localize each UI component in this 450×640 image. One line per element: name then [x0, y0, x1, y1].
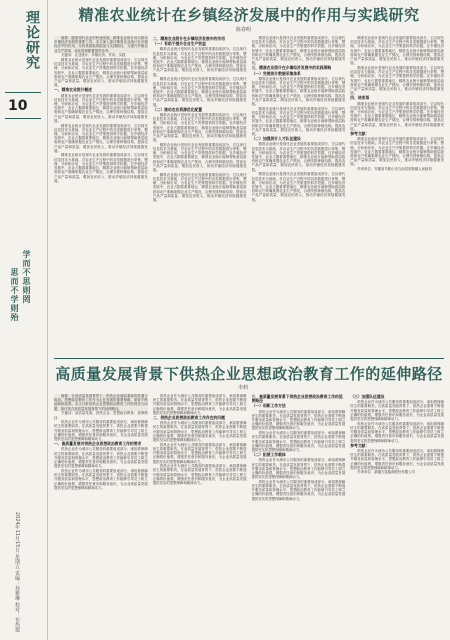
paragraph: 精准农业统计是现代农业发展的重要组成部分，它以现代信息技术为基础，对农业生产过程中的各类数据进行采集、整理、分析和应用，为农业生产决策提供科学依据。在乡镇经济发展中，农业占据着重要地位，精准农业统计能够帮助基层政府和农户准确掌握农业生产情况，合理安排种植结构，提高农产品产量和质量，增加农民收入，推动乡镇经济持续健康发展。: [350, 36, 444, 66]
sidebar: [0, 0, 48, 640]
paragraph: 精准农业统计是现代农业发展的重要组成部分，它以现代信息技术为基础，对农业生产过程中的各类数据进行采集、整理、分析和应用，为农业生产决策提供科学依据。在乡镇经济发展中，农业占据着重要地位，精准农业统计能够帮助基层政府和农户准确掌握农业生产情况，合理安排种植结构，提高农产品产量和质量，增加农民收入，推动乡镇经济持续健康发展。: [251, 76, 346, 107]
paragraph: 精准农业统计是现代农业发展的重要组成部分，它以现代信息技术为基础，对农业生产过程中的各类数据进行采集、整理、分析和应用，为农业生产决策提供科学依据。在乡镇经济发展中，农业占据着重要地位，精准农业统计能够帮助基层政府和农户准确掌握农业生产情况，合理安排种植结构，提高农产品产量和质量，增加农民收入，推动乡镇经济持续健康发展。: [54, 93, 148, 123]
paragraph: 精准农业统计是现代农业发展的重要组成部分，它以现代信息技术为基础，对农业生产过程中的各类数据进行采集、整理、分析和应用，为农业生产决策提供科学依据。在乡镇经济发展中，农业占据着重要地位，精准农业统计能够帮助基层政府和农户准确掌握农业生产情况，合理安排种植结构，提高农产品产量和质量，增加农民收入，推动乡镇经济持续健康发展。: [251, 172, 346, 202]
paragraph: 供热企业作为城市公共服务的重要组成部分，承担着保障民生的重要职责。在高质量发展背景下，供热企业需要不断提升服务质量和管理水平，思想政治教育工作能够引导员工树立正确的价值观，增强责任意识和服务意识，为企业高质量发展提供坚实的思想保障和精神动力。: [251, 431, 346, 452]
paragraph: 供热企业作为城市公共服务的重要组成部分，承担着保障民生的重要职责。在高质量发展背景下，供热企业需要不断提升服务质量和管理水平，思想政治教育工作能够引导员工树立正确的价值观，增强责任意识和服务意识，为企业高质量发展提供坚实的思想保障和精神动力。: [54, 447, 148, 469]
article1-col-3: [252, 36, 346, 356]
paragraph: 精准农业统计是现代农业发展的重要组成部分，它以现代信息技术为基础，对农业生产过程中的各类数据进行采集、整理、分析和应用，为农业生产决策提供科学依据。在乡镇经济发展中，农业占据着重要地位，精准农业统计能够帮助基层政府和农户准确掌握农业生产情况，合理安排种植结构，提高农产品产量和质量，增加农民收入，推动乡镇经济持续健康发展。: [251, 106, 346, 136]
article2-col-3: [252, 394, 346, 634]
subheading: （一）完善统计数据采集体系: [251, 70, 301, 76]
paragraph: 供热企业作为城市公共服务的重要组成部分，承担着保障民生的重要职责。在高质量发展背景下，供热企业需要不断提升服务质量和管理水平，思想政治教育工作能够引导员工树立正确的价值观，增强责任意识和服务意识，为企业高质量发展提供坚实的思想保障和精神动力。: [251, 479, 346, 501]
article2-col-2: [153, 394, 247, 634]
subheading: （二）推动农业资源优化配置: [152, 106, 203, 112]
heading: 二、供热企业思想政治教育工作存在的问题: [152, 415, 225, 421]
article2-author: 李莉: [238, 385, 249, 391]
paragraph: 供热企业作为城市公共服务的重要组成部分，承担着保障民生的重要职责。在高质量发展背景下，供热企业需要不断提升服务质量和管理水平，思想政治教育工作能够引导员工树立正确的价值观，增强责任意识和服务意识，为企业高质量发展提供坚实的思想保障和精神动力。: [350, 400, 444, 422]
paragraph: 精准农业统计是现代农业发展的重要组成部分，它以现代信息技术为基础，对农业生产过程中的各类数据进行采集、整理、分析和应用，为农业生产决策提供科学依据。在乡镇经济发展中，农业占据着重要地位，精准农业统计能够帮助基层政府和农户准确掌握农业生产情况，合理安排种植结构，提高农产品产量和质量，增加农民收入，推动乡镇经济持续健康发展。: [152, 112, 247, 143]
paragraph: 供热企业作为城市公共服务的重要组成部分，承担着保障民生的重要职责。在高质量发展背景下，供热企业需要不断提升服务质量和管理水平，思想政治教育工作能够引导员工树立正确的价值观，增强责任意识和服务意识，为企业高质量发展提供坚实的思想保障和精神动力。: [251, 409, 346, 431]
paragraph: 供热企业作为城市公共服务的重要组成部分，承担着保障民生的重要职责。在高质量发展背景下，供热企业需要不断提升服务质量和管理水平，思想政治教育工作能够引导员工树立正确的价值观，增强责任意识和服务意识，为企业高质量发展提供坚实的思想保障和精神动力。: [152, 421, 247, 443]
article1-author: 陈春明: [236, 27, 252, 33]
page-footer: 2024年11月15日 星期五 责编：孙雅琳 校对：布热提: [14, 511, 20, 632]
subheading: （三）加强队伍建设: [350, 394, 385, 399]
article2-abstract: 摘要：在高质量发展背景下，供热企业面临着新的机遇与挑战。思想政治教育工作作为企业发展的重要保障，需要不断创新和延伸。本文分析供热企业思想政治教育工作的现状与问题，探讨其在高质量发展背景下的延伸路径。: [54, 394, 148, 411]
paragraph: 供热企业作为城市公共服务的重要组成部分，承担着保障民生的重要职责。在高质量发展背景下，供热企业需要不断提升服务质量和管理水平，思想政治教育工作能够引导员工树立正确的价值观，增强责任意识和服务意识，为企业高质量发展提供坚实的思想保障和精神动力。: [350, 421, 444, 443]
paragraph: 精准农业统计是现代农业发展的重要组成部分，它以现代信息技术为基础，对农业生产过程中的各类数据进行采集、整理、分析和应用，为农业生产决策提供科学依据。在乡镇经济发展中，农业占据着重要地位，精准农业统计能够帮助基层政府和农户准确掌握农业生产情况，合理安排种植结构，提高农产品产量和质量，增加农民收入，推动乡镇经济持续健康发展。: [54, 123, 148, 153]
page-number: 10: [8, 98, 28, 114]
article1-title: 精准农业统计在乡镇经济发展中的作用与实践研究: [78, 6, 420, 24]
heading: 四、结束语: [350, 95, 370, 101]
subheading: （一）创新工作方法: [251, 403, 286, 409]
article1-col-1: [54, 36, 148, 356]
article2-keywords: 关键词：高质量发展；供热企业；思想政治教育；延伸路径: [54, 411, 148, 420]
paragraph: 精准农业统计是现代农业发展的重要组成部分，它以现代信息技术为基础，对农业生产过程中的各类数据进行采集、整理、分析和应用，为农业生产决策提供科学依据。在乡镇经济发展中，农业占据着重要地位，精准农业统计能够帮助基层政府和农户准确掌握农业生产情况，合理安排种植结构，提高农产品产量和质量，增加农民收入，推动乡镇经济持续健康发展。: [350, 101, 444, 131]
article1-col-4: [350, 36, 444, 356]
paragraph: 精准农业统计是现代农业发展的重要组成部分，它以现代信息技术为基础，对农业生产过程中的各类数据进行采集、整理、分析和应用，为农业生产决策提供科学依据。在乡镇经济发展中，农业占据着重要地位，精准农业统计能够帮助基层政府和农户准确掌握农业生产情况，合理安排种植结构，提高农产品产量和质量，增加农民收入，推动乡镇经济持续健康发展。: [251, 142, 346, 172]
article2-body: [54, 394, 444, 634]
paragraph: 精准农业统计是现代农业发展的重要组成部分，它以现代信息技术为基础，对农业生产过程中的各类数据进行采集、整理、分析和应用，为农业生产决策提供科学依据。在乡镇经济发展中，农业占据着重要地位，精准农业统计能够帮助基层政府和农户准确掌握农业生产情况，合理安排种植结构，提高农产品产量和质量，增加农民收入，推动乡镇经济持续健康发展。: [152, 142, 247, 173]
article2-col-1: [54, 394, 148, 634]
references-heading: 参考文献：: [350, 442, 370, 448]
article1-body: [54, 36, 444, 356]
subheading: （一）有助于提升农业生产效益: [152, 41, 206, 47]
paragraph: 精准农业统计是现代农业发展的重要组成部分，它以现代信息技术为基础，对农业生产过程中的各类数据进行采集、整理、分析和应用，为农业生产决策提供科学依据。在乡镇经济发展中，农业占据着重要地位，精准农业统计能够帮助基层政府和农户准确掌握农业生产情况，合理安排种植结构，提高农产品产量和质量，增加农民收入，推动乡镇经济持续健康发展。: [152, 77, 247, 107]
paragraph: 供热企业作为城市公共服务的重要组成部分，承担着保障民生的重要职责。在高质量发展背景下，供热企业需要不断提升服务质量和管理水平，思想政治教育工作能够引导员工树立正确的价值观，增强责任意识和服务意识，为企业高质量发展提供坚实的思想保障和精神动力。: [152, 442, 247, 464]
heading: 一、高质量发展对供热企业思想政治教育工作的要求: [54, 441, 142, 447]
article1-keywords: 关键词：农业统计；乡镇经济；作用；实践: [61, 53, 126, 58]
divider: [5, 118, 41, 119]
heading: 一、精准农业统计概述: [54, 87, 92, 93]
heading: 二、精准农业统计在乡镇经济发展中的作用: [152, 36, 225, 41]
section-title: 理论研究: [24, 10, 40, 70]
author-note: 作者单位：安徽省马鞍山市当涂县姑孰镇人民政府: [357, 167, 432, 172]
references-heading: 参考文献：: [350, 130, 370, 136]
section-divider: [54, 358, 444, 359]
paragraph: 精准农业统计是现代农业发展的重要组成部分，它以现代信息技术为基础，对农业生产过程中的各类数据进行采集、整理、分析和应用，为农业生产决策提供科学依据。在乡镇经济发展中，农业占据着重要地位，精准农业统计能够帮助基层政府和农户准确掌握农业生产情况，合理安排种植结构，提高农产品产量和质量，增加农民收入，推动乡镇经济持续健康发展。: [54, 58, 148, 88]
heading: 三、高质量发展背景下供热企业思想政治教育工作的延伸路径: [251, 394, 343, 404]
article1-col-2: [153, 36, 247, 356]
paragraph: 精准农业统计是现代农业发展的重要组成部分，它以现代信息技术为基础，对农业生产过程中的各类数据进行采集、整理、分析和应用，为农业生产决策提供科学依据。在乡镇经济发展中，农业占据着重要地位，精准农业统计能够帮助基层政府和农户准确掌握农业生产情况，合理安排种植结构，提高农产品产量和质量，增加农民收入，推动乡镇经济持续健康发展。: [152, 47, 247, 77]
paragraph: 精准农业统计是现代农业发展的重要组成部分，它以现代信息技术为基础，对农业生产过程中的各类数据进行采集、整理、分析和应用，为农业生产决策提供科学依据。在乡镇经济发展中，农业占据着重要地位，精准农业统计能够帮助基层政府和农户准确掌握农业生产情况，合理安排种植结构，提高农产品产量和质量，增加农民收入，推动乡镇经济持续健康发展。: [152, 172, 247, 203]
divider: [5, 92, 41, 93]
paragraph: 供热企业作为城市公共服务的重要组成部分，承担着保障民生的重要职责。在高质量发展背景下，供热企业需要不断提升服务质量和管理水平，思想政治教育工作能够引导员工树立正确的价值观，增强责任意识和服务意识，为企业高质量发展提供坚实的思想保障和精神动力。: [152, 394, 247, 415]
paragraph: 供热企业作为城市公共服务的重要组成部分，承担着保障民生的重要职责。在高质量发展背景下，供热企业需要不断提升服务质量和管理水平，思想政治教育工作能够引导员工树立正确的价值观，增强责任意识和服务意识，为企业高质量发展提供坚实的思想保障和精神动力。: [350, 448, 444, 470]
paragraph: 供热企业作为城市公共服务的重要组成部分，承担着保障民生的重要职责。在高质量发展背景下，供热企业需要不断提升服务质量和管理水平，思想政治教育工作能够引导员工树立正确的价值观，增强责任意识和服务意识，为企业高质量发展提供坚实的思想保障和精神动力。: [152, 464, 247, 486]
article2-col-4: [350, 394, 444, 634]
author-note: 作者单位：新疆天富能源股份有限公司: [357, 470, 415, 475]
paragraph: 精准农业统计是现代农业发展的重要组成部分，它以现代信息技术为基础，对农业生产过程中的各类数据进行采集、整理、分析和应用，为农业生产决策提供科学依据。在乡镇经济发展中，农业占据着重要地位，精准农业统计能够帮助基层政府和农户准确掌握农业生产情况，合理安排种植结构，提高农产品产量和质量，增加农民收入，推动乡镇经济持续健康发展。: [350, 65, 444, 96]
motto-line-a: 学而不思则罔: [22, 250, 32, 304]
paragraph: 供热企业作为城市公共服务的重要组成部分，承担着保障民生的重要职责。在高质量发展背景下，供热企业需要不断提升服务质量和管理水平，思想政治教育工作能够引导员工树立正确的价值观，增强责任意识和服务意识，为企业高质量发展提供坚实的思想保障和精神动力。: [251, 458, 346, 480]
motto-line-b: 思而不学则殆: [10, 268, 20, 322]
article2-title: 高质量发展背景下供热企业思想政治教育工作的延伸路径: [55, 365, 443, 383]
subheading: （二）加强统计人才队伍建设: [251, 136, 301, 142]
paragraph: 精准农业统计是现代农业发展的重要组成部分，它以现代信息技术为基础，对农业生产过程中的各类数据进行采集、整理、分析和应用，为农业生产决策提供科学依据。在乡镇经济发展中，农业占据着重要地位，精准农业统计能够帮助基层政府和农户准确掌握农业生产情况，合理安排种植结构，提高农产品产量和质量，增加农民收入，推动乡镇经济持续健康发展。: [350, 137, 444, 167]
paragraph: 精准农业统计是现代农业发展的重要组成部分，它以现代信息技术为基础，对农业生产过程中的各类数据进行采集、整理、分析和应用，为农业生产决策提供科学依据。在乡镇经济发展中，农业占据着重要地位，精准农业统计能够帮助基层政府和农户准确掌握农业生产情况，合理安排种植结构，提高农产品产量和质量，增加农民收入，推动乡镇经济持续健康发展。: [251, 36, 346, 66]
heading: 三、精准农业统计在乡镇经济发展中的实践策略: [251, 65, 332, 71]
paragraph: 精准农业统计是现代农业发展的重要组成部分，它以现代信息技术为基础，对农业生产过程中的各类数据进行采集、整理、分析和应用，为农业生产决策提供科学依据。在乡镇经济发展中，农业占据着重要地位，精准农业统计能够帮助基层政府和农户准确掌握农业生产情况，合理安排种植结构，提高农产品产量和质量，增加农民收入，推动乡镇经济持续健康发展。: [54, 153, 148, 183]
paragraph: 供热企业作为城市公共服务的重要组成部分，承担着保障民生的重要职责。在高质量发展背景下，供热企业需要不断提升服务质量和管理水平，思想政治教育工作能够引导员工树立正确的价值观，增强责任意识和服务意识，为企业高质量发展提供坚实的思想保障和精神动力。: [54, 420, 148, 442]
subheading: （二）拓展工作载体: [251, 452, 286, 458]
article1-abstract: 摘要：随着现代农业的快速发展，精准农业统计成为推动乡镇经济发展的重要工具。本文深入探讨精准农业统计在乡镇经济中的作用，分析其面临的挑战与实践路径，为提升乡镇农业生产效率、优化资源配置提供参考。: [54, 36, 148, 53]
paragraph: 供热企业作为城市公共服务的重要组成部分，承担着保障民生的重要职责。在高质量发展背景下，供热企业需要不断提升服务质量和管理水平，思想政治教育工作能够引导员工树立正确的价值观，增强责任意识和服务意识，为企业高质量发展提供坚实的思想保障和精神动力。: [54, 468, 148, 490]
